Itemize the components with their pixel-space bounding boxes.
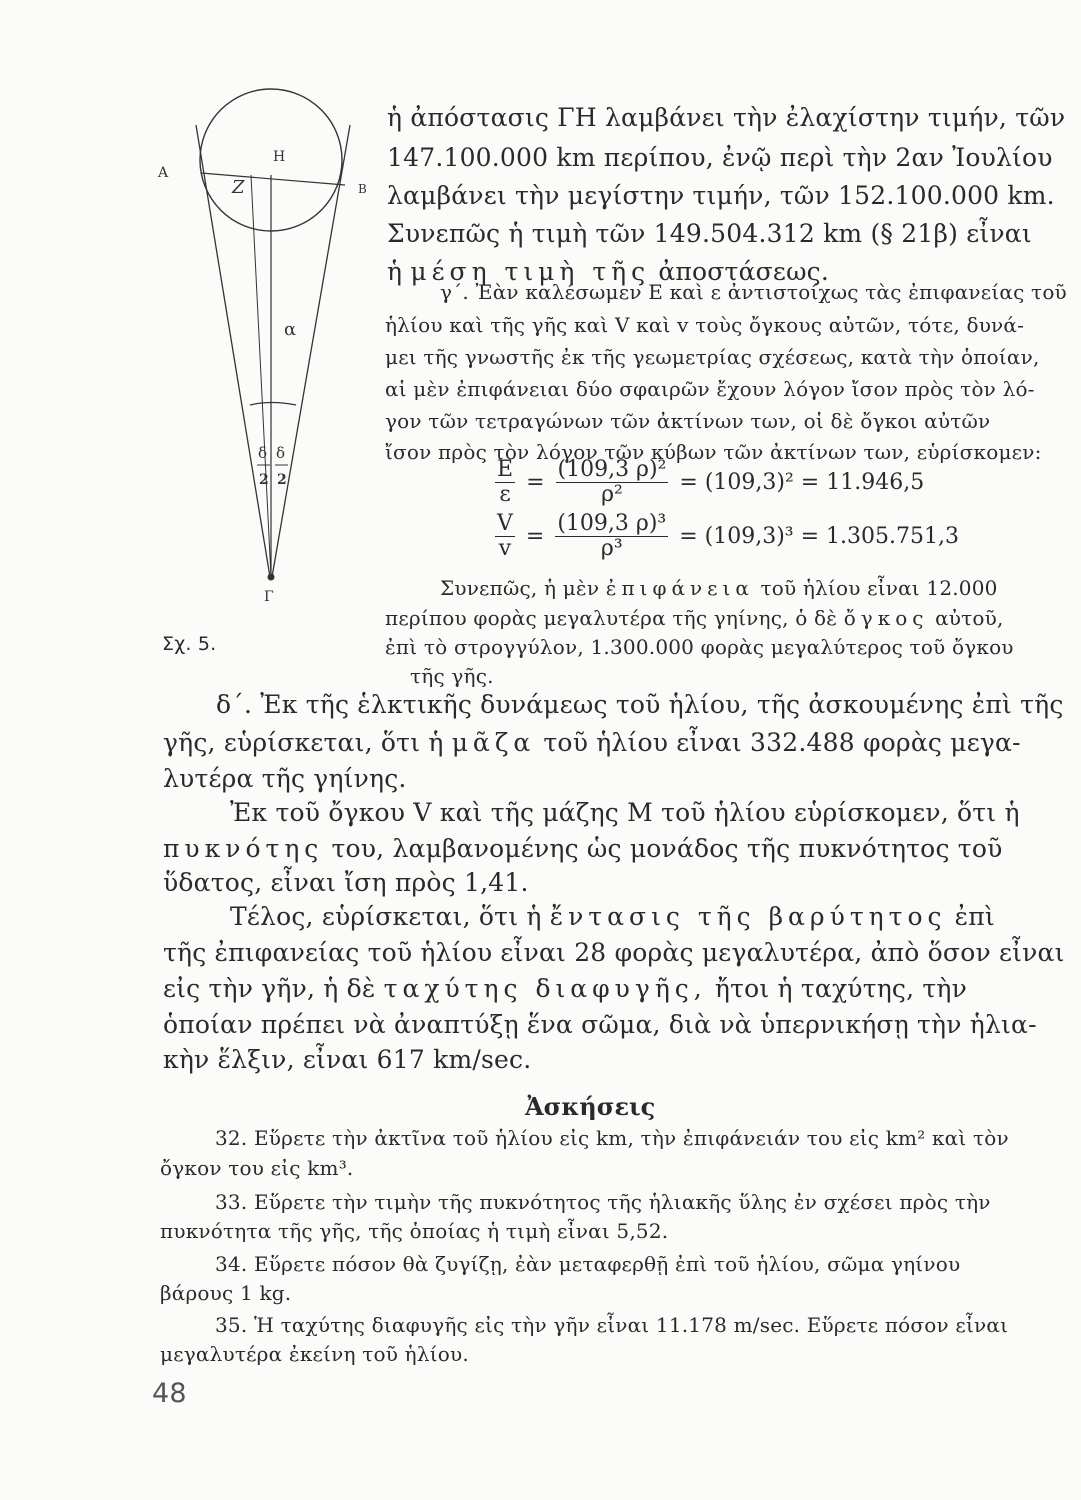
final-line-4: ὁποίαν πρέπει νὰ ἀναπτύξῃ ἕνα σῶμα, διὰ νὰ ὑπερνικήσῃ τὴν ἡλια- [163,1010,1037,1039]
delta-line-3: λυτέρα τῆς γηίνης. [163,764,407,793]
density-line-2: πυκνότης του, λαμβανομένης ὡς μονάδος τῆς πυκνότητος τοῦ [163,834,1003,863]
label-H: Η [273,149,286,165]
equation-volume: $\frac{V}{v}$ = $\frac{\text{(109,3 ρ)³}}{\text{ρ³}}$ = (109,3)³ = 1.305.751,3 [497,511,960,561]
density-line-3: ὕδατος, εἶναι ἴση πρὸς 1,41. [163,868,529,897]
exercise-32-line-1: 32. Εὕρετε τὴν ἀκτῖνα τοῦ ἡλίου εἰς km, τὴν ἐπιφάνειάν του εἰς km² καὶ τὸν [215,1126,1009,1150]
eq2-mid: $\frac{\text{(109,3 ρ)³}}{\text{ρ³}}$ [557,511,667,561]
exercise-34-line-1: 34. Εὕρετε πόσον θὰ ζυγίζῃ, ἐὰν μεταφερθῇ ἐπὶ τοῦ ἡλίου, σῶμα γηίνου [215,1252,961,1276]
p1-line-1: ἡ ἀπόστασις ΓΗ λαμβάνει τὴν ἐλαχίστην τιμήν, τῶν [387,103,1066,132]
exercises-heading: Ἀσκήσεις [525,1092,656,1121]
conclusion-line-3: ἐπὶ τὸ στρογγύλον, 1.300.000 φορὰς μεγαλύτερος τοῦ ὄγκου [385,635,1014,659]
gamma-line-6: ἴσον πρὸς τὸν λόγον τῶν κύβων τῶν ἀκτίνων των, εὑρίσκομεν: [385,440,1042,464]
eq1-lhs: $\frac{E}{\varepsilon}$ [497,457,514,507]
conclusion-line-2: περίπου φορὰς μεγαλυτέρα τῆς γηίνης, ὁ δὲ ὄγκος αὐτοῦ, [385,606,1004,630]
eq1-rhs: = (109,3)² = 11.946,5 [679,470,925,495]
exercise-32-line-2: ὄγκον του εἰς km³. [160,1156,354,1180]
p1-line-2: 147.100.000 km περίπου, ἐνῷ περὶ τὴν 2αν Ἰουλίου [387,143,1053,172]
earth-point [268,574,275,581]
delta-line-1: δ΄. Ἐκ τῆς ἑλκτικῆς δυνάμεως τοῦ ἡλίου, τῆς ἀσκουμένης ἐπὶ τῆς [216,690,1064,719]
eq2-lhs: $\frac{V}{v}$ [497,511,513,561]
p1-last-prefix: ἡ [387,257,403,286]
half-angle-ray [251,175,271,577]
label-Z: Ζ [232,177,245,198]
eq1-mid: $\frac{\text{(109,3 ρ)²}}{\text{ρ²}}$ [557,457,667,507]
gamma-line-4: αἱ μὲν ἐπιφάνειαι δύο σφαιρῶν ἔχουν λόγον ἴσον πρὸς τὸν λό- [385,377,1035,401]
sun-earth-diagram [150,85,380,605]
label-B: Β [358,182,367,196]
label-half-right: 2 [277,472,287,488]
exercise-35-line-2: μεγαλυτέρα ἐκείνη τοῦ ἡλίου. [160,1342,469,1366]
exercise-33-line-1: 33. Εὕρετε τὴν τιμὴν τῆς πυκνότητος τῆς ἡλιακῆς ὕλης ἐν σχέσει πρὸς τὴν [215,1190,991,1214]
conclusion-line-1: Συνεπῶς, ἡ μὲν ἐπιφάνεια τοῦ ἡλίου εἶναι 12.000 [440,576,998,600]
exercise-35-line-1: 35. Ἡ ταχύτης διαφυγῆς εἰς τὴν γῆν εἶναι 11.178 m/sec. Εὕρετε πόσον εἶναι [215,1313,1009,1337]
exercise-34-line-2: βάρους 1 kg. [160,1281,292,1305]
gamma-line-2: ἡλίου καὶ τῆς γῆς καὶ V καὶ v τοὺς ὄγκους αὐτῶν, τότε, δυνά- [385,313,1025,337]
final-line-5: κὴν ἕλξιν, εἶναι 617 km/sec. [163,1045,532,1074]
equation-surface: $\frac{E}{\varepsilon}$ = $\frac{\text{(109,3 ρ)²}}{\text{ρ²}}$ = (109,3)² = 11.946,5 [497,457,925,507]
final-line-3: εἰς τὴν γῆν, ἡ δὲ ταχύτης διαφυγῆς, ἤτοι ἡ ταχύτης, τὴν [163,974,968,1003]
final-line-1: Τέλος, εὑρίσκεται, ὅτι ἡ ἔντασις τῆς βαρύτητος ἐπὶ [230,902,995,931]
angle-arc [250,403,296,406]
eq2-rhs: = (109,3)³ = 1.305.751,3 [679,524,960,549]
tangent-line-right [272,125,350,577]
label-delta-left: δ [258,444,268,462]
page-number: 48 [152,1378,187,1409]
delta-line-2: γῆς, εὑρίσκεται, ὅτι ἡ μᾶζα τοῦ ἡλίου εἶναι 332.488 φορὰς μεγα- [163,728,1021,757]
p1-last-suffix: ἀποστάσεως. [658,257,830,286]
p1-line-4: Συνεπῶς ἡ τιμὴ τῶν 149.504.312 km (§ 21β) εἶναι [387,219,1032,248]
p1-last-spaced: μέση τιμὴ τῆς [410,257,651,286]
label-alpha: α [284,319,297,340]
final-line-2: τῆς ἐπιφανείας τοῦ ἡλίου εἶναι 28 φορὰς μεγαλυτέρα, ἀπὸ ὅσον εἶναι [163,938,1065,967]
label-delta-right: δ [276,444,286,462]
p1-line-3: λαμβάνει τὴν μεγίστην τιμήν, τῶν 152.100.000 km. [387,181,1055,210]
label-A: Α [158,165,169,181]
label-half-left: 2 [259,472,269,488]
conclusion-line-4: τῆς γῆς. [410,664,494,688]
gamma-line-1: γ΄. Ἐὰν καλέσωμεν Ε καὶ ε ἀντιστοίχως τὰς ἐπιφανείας τοῦ [440,280,1067,304]
density-line-1: Ἐκ τοῦ ὄγκου V καὶ τῆς μάζης Μ τοῦ ἡλίου εὑρίσκομεν, ὅτι ἡ [230,798,1020,827]
gamma-line-5: γον τῶν τετραγώνων τῶν ἀκτίνων των, οἱ δὲ ὄγκοι αὐτῶν [385,409,991,433]
exercise-33-line-2: πυκνότητα τῆς γῆς, τῆς ὁποίας ἡ τιμὴ εἶναι 5,52. [160,1219,669,1243]
figure-caption: Σχ. 5. [162,633,217,655]
gamma-line-3: μει τῆς γνωστῆς ἐκ τῆς γεωμετρίας σχέσεως, κατὰ τὴν ὁποίαν, [385,345,1040,369]
label-gamma: Γ [264,589,274,605]
diameter-line [201,173,345,185]
